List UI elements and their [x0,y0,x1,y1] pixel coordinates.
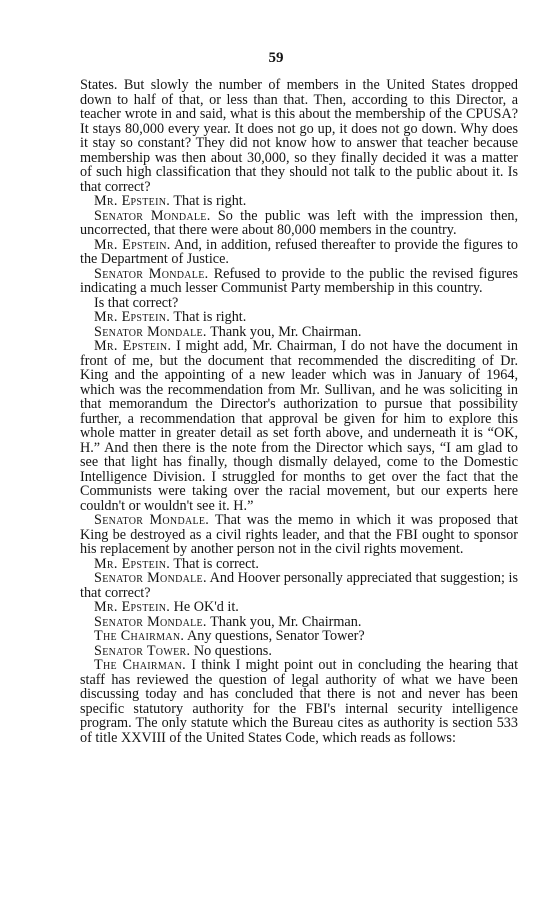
paragraph-text: Any questions, Senator Tower? [187,628,365,644]
speaker: Senator Mondale. [94,613,207,630]
paragraph-text: Thank you, Mr. Chairman. [210,613,362,630]
speaker: Mr. Epstein. [94,309,171,325]
paragraph-text: I think I might point out in concluding the hearing that staff has reviewed the question of legal authority of what we have been discussing today and has concluded that there is not and never has been specific statutory authority for the FBI's internal security intelligence program. The only statute which the Bureau cites as authority is section 533 of title XXVIII of the United States Code, which reads as follows: [80,657,519,746]
paragraph-text: Thank you, Mr. Chairman. [210,323,362,340]
paragraph-text: Is that correct? [94,294,179,311]
paragraph [80,194,518,209]
paragraph [80,238,518,267]
speaker: Mr. Epstein. [94,555,171,572]
speaker: Senator Tower. [94,642,191,659]
speaker: Senator Mondale. [94,570,207,586]
paragraph-text: That is right. [173,193,247,209]
paragraph-text: That is right. [173,309,247,325]
speaker: Senator Mondale. [94,512,210,528]
paragraph [80,557,518,572]
paragraph-text: That is correct. [173,555,259,572]
speaker: Mr. Epstein. [94,338,172,354]
transcript-body [80,78,518,745]
paragraph-text: I might add, Mr. Chairman, I do not have the document in front of me, but the document that recommended the discrediting of Dr. King and the appointing of a new leader which was in January of 1964, which was the recommendation from Mr. Sullivan, and he was soliciting in that memorandum the Director's authorization to pursue that possibility further, a recommendation that approval be given for him to explore this whole matter in greater detail as set forth above, and underneath it is “OK, H.” And then there is the note from the Director which says, “I am glad to see that light has finally, though dismally delayed, come to the Domestic Intelligence Division. I struggled for months to get over the fact that the Communists were taking over the racial movement, but our experts here couldn't or wouldn't see it. H.” [80,338,518,514]
speaker: Senator Mondale. [94,323,207,340]
speaker: Mr. Epstein. [94,193,171,209]
paragraph-text: States. But slowly the number of members in the United States dropped down to half of that, or less than that. Then, according to this Director, a teacher wrote in and said, what is this about the membership of the CPUSA? It stays 80,000 every year. It does not go up, it does not go down. Why does it stay so constant? They did not know how to answer that teacher because membership was then about 30,000, so they finally decided it was a matter of such high classification that they should not talk to the public about it. Is that correct? [80,77,518,195]
paragraph-text: Refused to provide to the public the revised figures indicating a much lesser Communist Party membership in this country. [80,265,519,296]
paragraph [80,615,518,630]
paragraph [80,600,518,615]
paragraph [80,513,518,557]
speaker: Senator Mondale. [94,265,209,282]
speaker: The Chairman. [94,628,185,644]
paragraph-text: So the public was left with the impression then, uncorrected, that there were about 80,000 members in the country. [80,207,519,238]
paragraph [80,339,518,513]
paragraph [80,296,518,311]
paragraph [80,658,518,745]
paragraph [80,629,518,644]
page-number: 59 [268,50,284,66]
paragraph-text: And Hoover personally appreciated that suggestion; is that correct? [80,570,519,601]
paragraph [80,325,518,340]
paragraph [80,78,518,194]
paragraph [80,209,518,238]
speaker: Mr. Epstein. [94,236,171,253]
paragraph [80,310,518,325]
speaker: The Chairman. [94,657,186,673]
speaker: Mr. Epstein. [94,599,171,615]
paragraph [80,267,518,296]
paragraph-text: He OK'd it. [173,599,239,615]
paragraph [80,644,518,659]
paragraph [80,571,518,600]
speaker: Senator Mondale. [94,207,211,224]
paragraph-text: And, in addition, refused thereafter to provide the figures to the Department of Justice. [80,236,518,267]
paragraph-text: No questions. [193,642,272,659]
paragraph-text: That was the memo in which it was proposed that King be destroyed as a civil rights leader, and that the FBI ought to sponsor his replacement by another person not in the civil rights movement. [80,512,519,557]
